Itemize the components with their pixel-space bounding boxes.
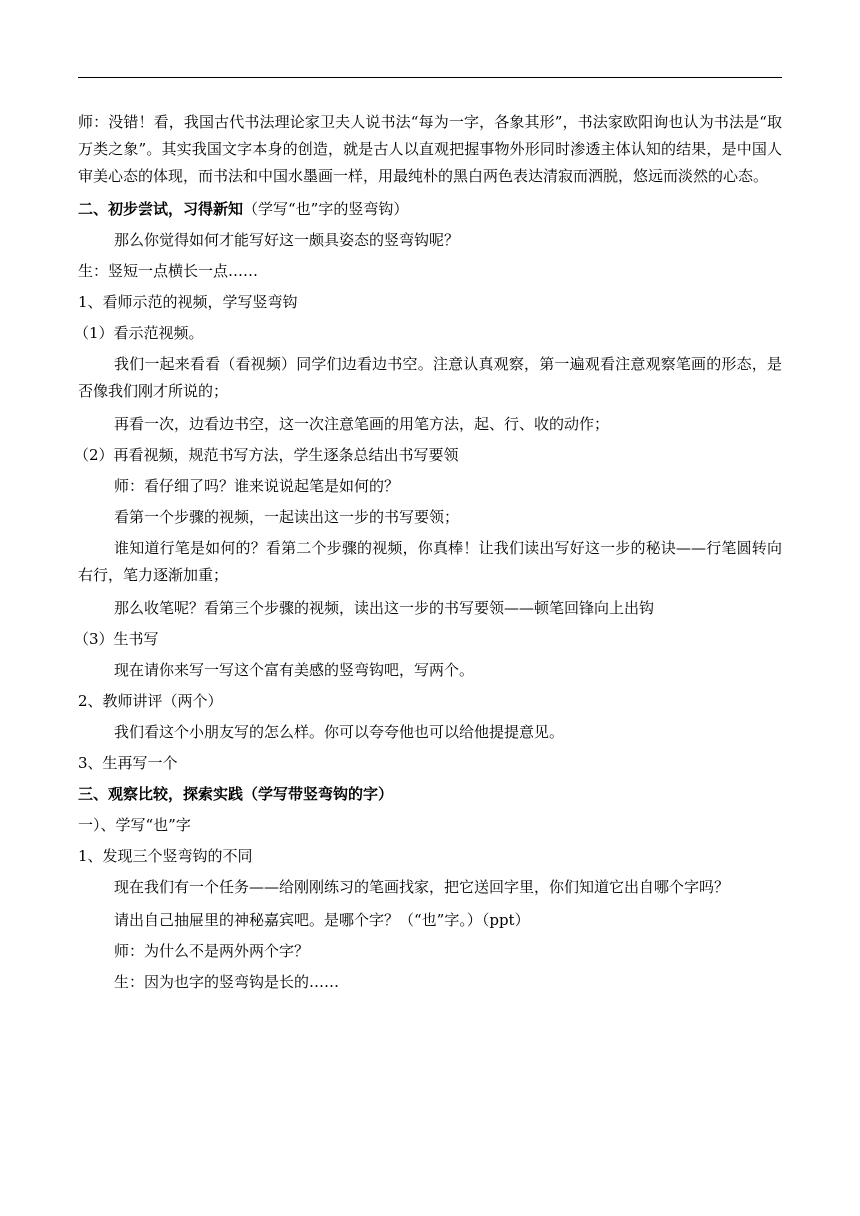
- step-2-heading: 2、教师讲评（两个）: [78, 692, 223, 710]
- paragraph-step-two-video: 谁知道行笔是如何的？看第二个步骤的视频，你真棒！让我们读出写好这一步的秘诀——行笔圆转向右行，笔力逐渐加重；: [78, 539, 782, 584]
- section-heading-2: [78, 196, 782, 223]
- paragraph-student-because: 生：因为也字的竖弯钩是长的……: [114, 973, 340, 991]
- paragraph-task: 现在我们有一个任务——给刚刚练习的笔画找家，把它送回字里，你们知道它出自哪个字吗？: [114, 878, 730, 896]
- paragraph-teacher-why: 师：为什么不是两外两个字？: [114, 942, 310, 960]
- paragraph-review: 我们看这个小朋友写的怎么样。你可以夸夸他也可以给他提提意见。: [114, 723, 565, 741]
- paragraph-teacher-calligraphy: 师：没错！看，我国古代书法理论家卫夫人说书法“每为一字，各象其形”，书法家欧阳询也认为书法是“取万类之象”。其实我国文字本身的创造，就是古人以直观把握事物外形同时渗透主体认知的结果，是中国人审美心态的体现，而书法和中国水墨画一样，用最纯朴的黑白两色表达清寂而洒脱，悠远而淡然的心态。: [78, 113, 782, 185]
- paragraph-teacher-question: 师：看仔细了吗？谁来说说起笔是如何的？: [114, 477, 400, 495]
- section-heading-2-note: （学写“也”字的竖弯钩）: [243, 200, 409, 218]
- subsection-step-1-heading: 1、发现三个竖弯钩的不同: [78, 847, 253, 865]
- substep-2-heading: （2）再看视频，规范书写方法，学生逐条总结出书写要领: [74, 446, 459, 464]
- substep-1-heading: （1）看示范视频。: [74, 324, 204, 342]
- section-heading-3: 三、观察比较，探索实践（学写带竖弯钩的字）: [78, 785, 394, 803]
- paragraph-write-two: 现在请你来写一写这个富有美感的竖弯钩吧，写两个。: [114, 661, 475, 679]
- paragraph-watch-again: 再看一次，边看边书空，这一次注意笔画的用笔方法，起、行、收的动作；: [114, 415, 610, 433]
- step-3-heading: 3、生再写一个: [78, 754, 178, 772]
- paragraph-watch-video: 我们一起来看看（看视频）同学们边看边书空。注意认真观察，第一遍观看注意观察笔画的形态，是否像我们刚才所说的；: [78, 355, 782, 400]
- document-page: [74, 0, 782, 1216]
- document-body: [74, 109, 782, 996]
- paragraph-mystery-guest: 请出自己抽屉里的神秘嘉宾吧。是哪个字？（“也”字。）（ppt）: [114, 911, 530, 929]
- substep-3-heading: （3）生书写: [74, 630, 159, 648]
- paragraph-student-answer: 生：竖短一点横长一点……: [78, 262, 259, 280]
- paragraph-question: 那么你觉得如何才能写好这一颇具姿态的竖弯钩呢？: [114, 231, 460, 249]
- section-heading-2-title: 二、初步尝试，习得新知: [78, 200, 244, 218]
- header-rule: [78, 77, 782, 78]
- paragraph-step-one-video: 看第一个步骤的视频，一起读出这一步的书写要领；: [114, 508, 460, 526]
- paragraph-step-three-video: 那么收笔呢？看第三个步骤的视频，读出这一步的书写要领——顿笔回锋向上出钩: [114, 599, 655, 617]
- step-1-heading: 1、看师示范的视频，学写竖弯钩: [78, 293, 298, 311]
- subsection-heading-1: 一）、学写“也”字: [78, 816, 191, 834]
